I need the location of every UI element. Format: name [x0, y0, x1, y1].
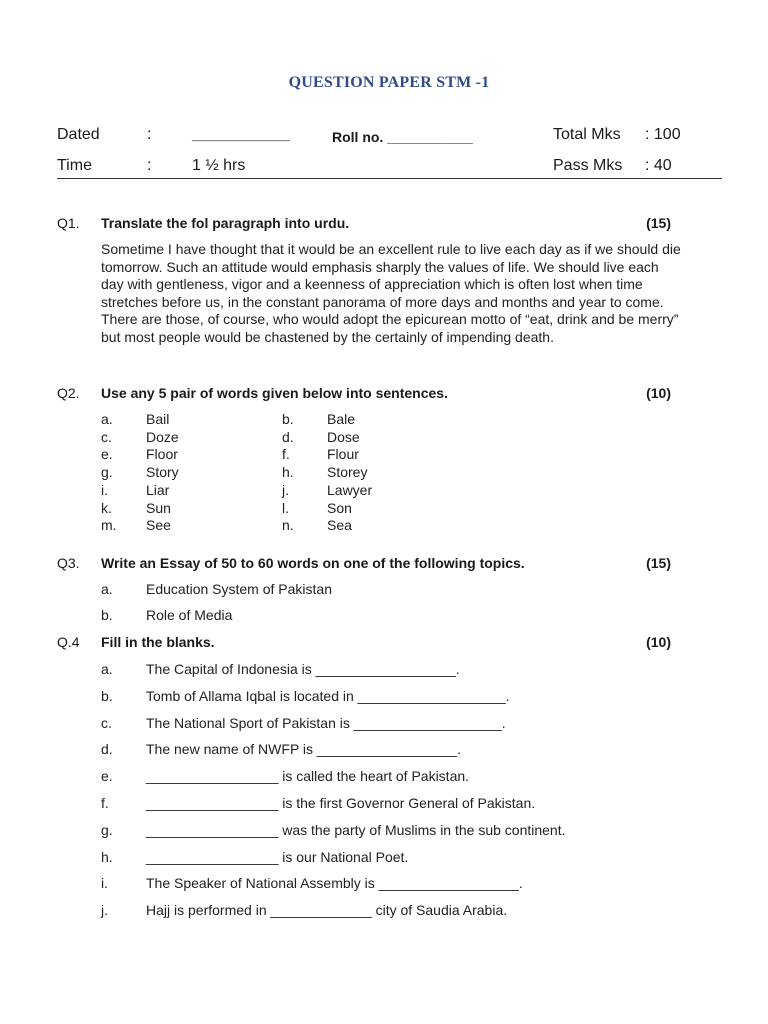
question-number: Q3.	[57, 555, 80, 571]
word: Storey	[327, 464, 368, 481]
total-marks-value: : 100	[645, 126, 681, 143]
blank-text: The Speaker of National Assembly is __________________.	[146, 875, 523, 892]
word: Lawyer	[327, 481, 373, 498]
blank-text: The National Sport of Pakistan is ___________________.	[146, 714, 506, 731]
blank-text: The Capital of Indonesia is __________________.	[146, 661, 460, 677]
blank-text: The new name of NWFP is __________________.	[146, 741, 461, 758]
word-label: d.	[282, 428, 294, 445]
blank-text: Hajj is performed in _____________ city of Saudia Arabia.	[146, 902, 508, 919]
blank-label: b.	[101, 687, 113, 704]
word-label: h.	[282, 464, 294, 481]
question-text: Write an Essay of 50 to 60 words on one of the following topics.	[101, 555, 525, 571]
topic-label: a.	[101, 581, 113, 597]
word-label: e.	[101, 446, 113, 463]
word-label: b.	[282, 411, 294, 427]
word: Bail	[146, 411, 170, 427]
word: Floor	[146, 446, 178, 463]
question-marks: (15)	[646, 215, 671, 231]
blank-label: a.	[101, 661, 113, 677]
blank-label: g.	[101, 821, 113, 838]
word-label: g.	[101, 464, 113, 481]
word: Sea	[327, 517, 352, 534]
question-text: Translate the fol paragraph into urdu.	[101, 215, 350, 231]
blank-label: f.	[101, 795, 109, 811]
question-number: Q2.	[57, 385, 80, 401]
total-marks-label: Total Mks	[553, 126, 621, 143]
word: Doze	[146, 428, 179, 445]
word: Bale	[327, 411, 356, 427]
blank-text: Tomb of Allama Iqbal is located in ___________________.	[146, 687, 510, 704]
word: Liar	[146, 481, 170, 498]
word-label: i.	[101, 481, 108, 498]
word: Son	[327, 499, 352, 516]
translation-paragraph: Sometime I have thought that it would be an excellent rule to live each day as if we should die tomorrow. Such an attitude would emphasis sharply the values of life. We should live each day with gentleness, vigor and a keenness of appreciation which is often lost when time stretches before us, in the constant panorama of more days and months and year to come. There are those, of course, who would adopt the epicurean motto of “eat, drink and be merry” but most people would be chastened by the certainly of impending death.	[101, 241, 681, 345]
blank-text: _________________ is called the heart of Pakistan.	[146, 768, 470, 785]
word: Flour	[327, 446, 359, 463]
page-title: QUESTION PAPER STM -1	[288, 74, 490, 91]
word: Sun	[146, 499, 171, 516]
blank-label: d.	[101, 741, 113, 758]
question-marks: (15)	[646, 555, 671, 571]
time-colon: :	[147, 157, 152, 174]
question-number: Q.4	[57, 634, 80, 650]
blank-text: _________________ is the first Governor General of Pakistan.	[146, 795, 536, 811]
word-label: f.	[282, 446, 290, 463]
blank-label: h.	[101, 848, 113, 865]
question-marks: (10)	[646, 634, 671, 650]
pass-marks-label: Pass Mks	[553, 157, 623, 174]
roll-no-field: Roll no. ___________	[332, 129, 473, 145]
word-label: a.	[101, 411, 113, 427]
topic-text: Education System of Pakistan	[146, 581, 332, 597]
word: Story	[146, 464, 179, 481]
blank-label: e.	[101, 768, 113, 785]
word-label: n.	[282, 517, 294, 534]
dated-colon: :	[147, 126, 152, 143]
header-divider	[57, 178, 722, 179]
word-label: k.	[101, 499, 112, 516]
word-label: j.	[282, 481, 289, 498]
question-number: Q1.	[57, 215, 80, 231]
blank-text: _________________ is our National Poet.	[146, 848, 409, 865]
word-label: c.	[101, 428, 112, 445]
word: See	[146, 517, 171, 534]
time-label: Time	[57, 157, 92, 174]
blank-label: i.	[101, 875, 108, 892]
dated-value: ___________	[192, 126, 290, 143]
blank-text: _________________ was the party of Muslims in the sub continent.	[146, 821, 566, 838]
word-label: m.	[101, 517, 117, 534]
pass-marks-value: : 40	[645, 157, 672, 174]
topic-label: b.	[101, 607, 113, 623]
word-label: l.	[282, 499, 289, 516]
dated-label: Dated	[57, 126, 100, 143]
question-marks: (10)	[646, 385, 671, 401]
blank-label: j.	[101, 902, 108, 919]
word: Dose	[327, 428, 360, 445]
question-text: Use any 5 pair of words given below into sentences.	[101, 385, 448, 401]
topic-text: Role of Media	[146, 607, 233, 623]
blank-label: c.	[101, 714, 112, 731]
question-text: Fill in the blanks.	[101, 634, 215, 650]
time-value: 1 ½ hrs	[192, 157, 246, 174]
